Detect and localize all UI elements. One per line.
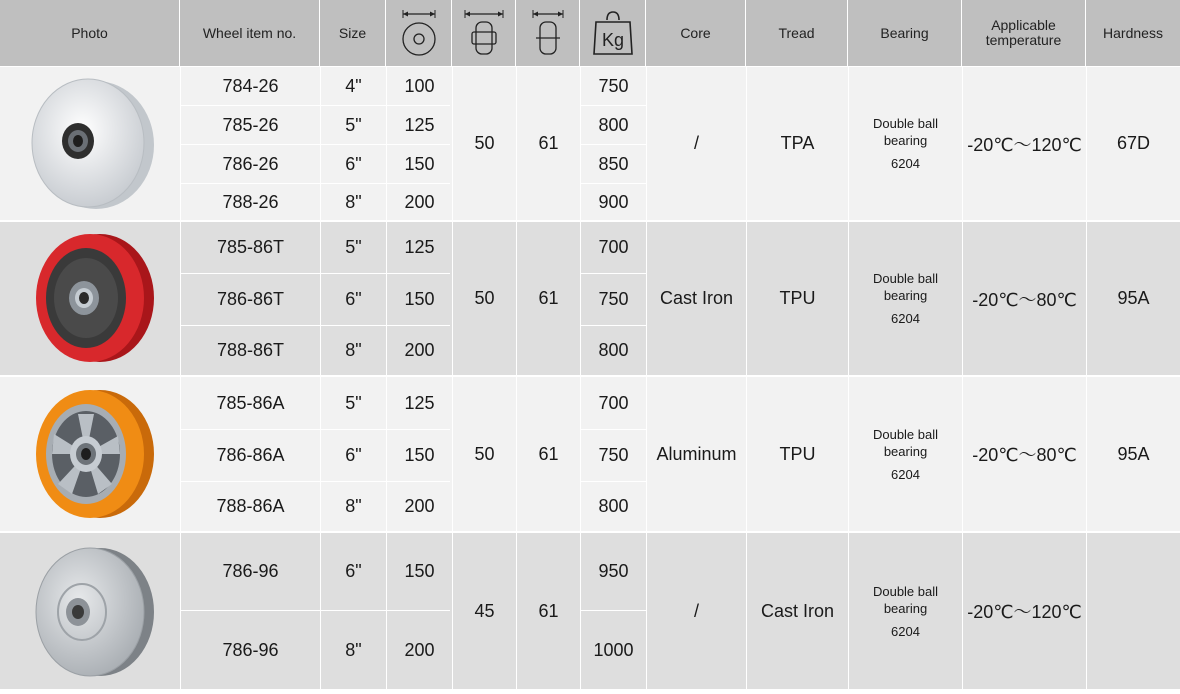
diameter-cell: 200 bbox=[404, 191, 435, 212]
diameter-cell: 200 bbox=[404, 340, 435, 360]
hub-length-icon bbox=[516, 0, 580, 66]
bearing-line2: bearing bbox=[883, 133, 928, 148]
temperature-cell: -20℃～80℃ bbox=[972, 289, 1077, 310]
item-no-788-86t: 788-86T bbox=[216, 340, 285, 360]
diameter-cell: 100 bbox=[404, 75, 435, 96]
white-nylon-wheel-icon bbox=[22, 73, 158, 213]
hardness-cell: 95A bbox=[1117, 288, 1150, 308]
item-no-788-86a: 788-86A bbox=[216, 496, 285, 516]
size-cell: 8" bbox=[345, 340, 362, 360]
diameter-cell: 200 bbox=[404, 496, 435, 516]
hub-length-cell: 61 bbox=[538, 288, 559, 308]
load-cell: 800 bbox=[598, 340, 629, 360]
orange-pu-aluminum-wheel-icon bbox=[26, 384, 158, 524]
header-temperature-line1: Applicable bbox=[991, 17, 1056, 33]
hardness-cell: 67D bbox=[1116, 133, 1151, 153]
load-capacity-icon bbox=[580, 0, 646, 66]
core-cell: / bbox=[693, 133, 699, 153]
cast-iron-wheel-icon bbox=[28, 542, 158, 682]
item-no-785-86t: 785-86T bbox=[216, 237, 285, 257]
load-cell: 800 bbox=[598, 496, 629, 516]
diameter-cell: 125 bbox=[404, 392, 435, 413]
item-no-786-86a: 786-86A bbox=[216, 445, 285, 465]
load-cell: 750 bbox=[598, 75, 629, 96]
tread-cell: TPU bbox=[779, 443, 816, 464]
tread-width-cell: 50 bbox=[474, 133, 495, 153]
item-no-786-86t: 786-86T bbox=[216, 289, 285, 309]
bearing-cell bbox=[849, 377, 962, 531]
bearing-line2: bearing bbox=[883, 288, 928, 303]
tread-cell: TPA bbox=[780, 133, 815, 153]
bearing-line3: 6204 bbox=[891, 311, 920, 326]
load-cell: 900 bbox=[598, 191, 629, 212]
header-photo: Photo bbox=[0, 0, 180, 66]
core-cell: / bbox=[693, 600, 699, 621]
size-cell: 5" bbox=[345, 237, 362, 257]
diameter-cell: 200 bbox=[404, 639, 435, 660]
header-core: Core bbox=[646, 0, 746, 66]
load-cell: 950 bbox=[598, 561, 629, 581]
item-no-786-96: 786-96 bbox=[222, 561, 279, 581]
red-pu-cast-iron-wheel-icon bbox=[26, 228, 158, 368]
load-cell: 700 bbox=[598, 392, 629, 413]
header-size: Size bbox=[320, 0, 386, 66]
size-cell: 8" bbox=[345, 191, 362, 212]
item-no-786-96: 786-96 bbox=[222, 639, 279, 660]
size-cell: 6" bbox=[345, 153, 362, 174]
load-cell: 750 bbox=[598, 289, 629, 309]
core-cell: Aluminum bbox=[656, 443, 737, 464]
size-cell: 5" bbox=[345, 392, 362, 413]
temperature-cell: -20℃～120℃ bbox=[967, 602, 1082, 622]
size-cell: 8" bbox=[345, 496, 362, 516]
bearing-cell bbox=[849, 67, 962, 220]
load-cell: 800 bbox=[598, 114, 629, 135]
tread-width-icon bbox=[452, 0, 516, 66]
tread-width-cell: 45 bbox=[474, 600, 495, 621]
bearing-line1: Double ball bbox=[872, 116, 939, 131]
wheel-diameter-icon bbox=[386, 0, 452, 66]
size-cell: 8" bbox=[345, 639, 362, 660]
tread-cell: Cast Iron bbox=[760, 600, 835, 621]
header-temperature-line2: temperature bbox=[985, 32, 1062, 48]
item-no-786-26: 786-26 bbox=[222, 153, 279, 174]
header-tread: Tread bbox=[746, 0, 848, 66]
kg-label: Kg bbox=[601, 30, 624, 50]
header-wheel-item: Wheel item no. bbox=[180, 0, 320, 66]
tread-cell: TPU bbox=[779, 288, 816, 308]
bearing-line1: Double ball bbox=[872, 271, 939, 286]
diameter-cell: 150 bbox=[404, 561, 435, 581]
bearing-line3: 6204 bbox=[891, 623, 920, 639]
size-cell: 6" bbox=[345, 289, 362, 309]
item-no-784-26: 784-26 bbox=[222, 75, 279, 96]
load-cell: 850 bbox=[598, 153, 629, 174]
diameter-cell: 125 bbox=[404, 237, 435, 257]
load-cell: 1000 bbox=[593, 639, 634, 660]
hub-length-cell: 61 bbox=[538, 443, 559, 464]
item-no-788-26: 788-26 bbox=[222, 191, 279, 212]
bearing-line3: 6204 bbox=[891, 156, 920, 171]
diameter-cell: 150 bbox=[404, 153, 435, 174]
size-cell: 5" bbox=[345, 114, 362, 135]
temperature-cell: -20℃～80℃ bbox=[972, 445, 1077, 465]
size-cell: 4" bbox=[345, 75, 362, 96]
size-cell: 6" bbox=[345, 445, 362, 465]
hardness-cell bbox=[1087, 533, 1180, 689]
item-no-785-26: 785-26 bbox=[222, 114, 279, 135]
hub-length-cell: 61 bbox=[538, 133, 559, 153]
size-cell: 6" bbox=[345, 561, 362, 581]
header-bearing: Bearing bbox=[848, 0, 962, 66]
bearing-line3: 6204 bbox=[891, 466, 920, 482]
hub-length-cell: 61 bbox=[538, 600, 559, 621]
bearing-line1: Double ball bbox=[872, 583, 939, 599]
bearing-line2: bearing bbox=[883, 443, 928, 459]
diameter-cell: 150 bbox=[404, 289, 435, 309]
temperature-cell: -20℃～120℃ bbox=[967, 134, 1082, 155]
diameter-cell: 150 bbox=[404, 445, 435, 465]
core-cell: Cast Iron bbox=[659, 288, 734, 308]
load-cell: 700 bbox=[598, 237, 629, 257]
header-hardness: Hardness bbox=[1086, 0, 1180, 66]
load-cell: 750 bbox=[598, 445, 629, 465]
bearing-cell bbox=[849, 533, 962, 689]
diameter-cell: 125 bbox=[404, 114, 435, 135]
tread-width-cell: 50 bbox=[474, 443, 495, 464]
bearing-line2: bearing bbox=[883, 600, 928, 616]
tread-width-cell: 50 bbox=[474, 288, 495, 308]
item-no-785-86a: 785-86A bbox=[216, 392, 285, 413]
header-temperature bbox=[962, 0, 1086, 66]
bearing-cell bbox=[849, 222, 962, 375]
bearing-line1: Double ball bbox=[872, 426, 939, 442]
hardness-cell: 95A bbox=[1117, 443, 1150, 464]
